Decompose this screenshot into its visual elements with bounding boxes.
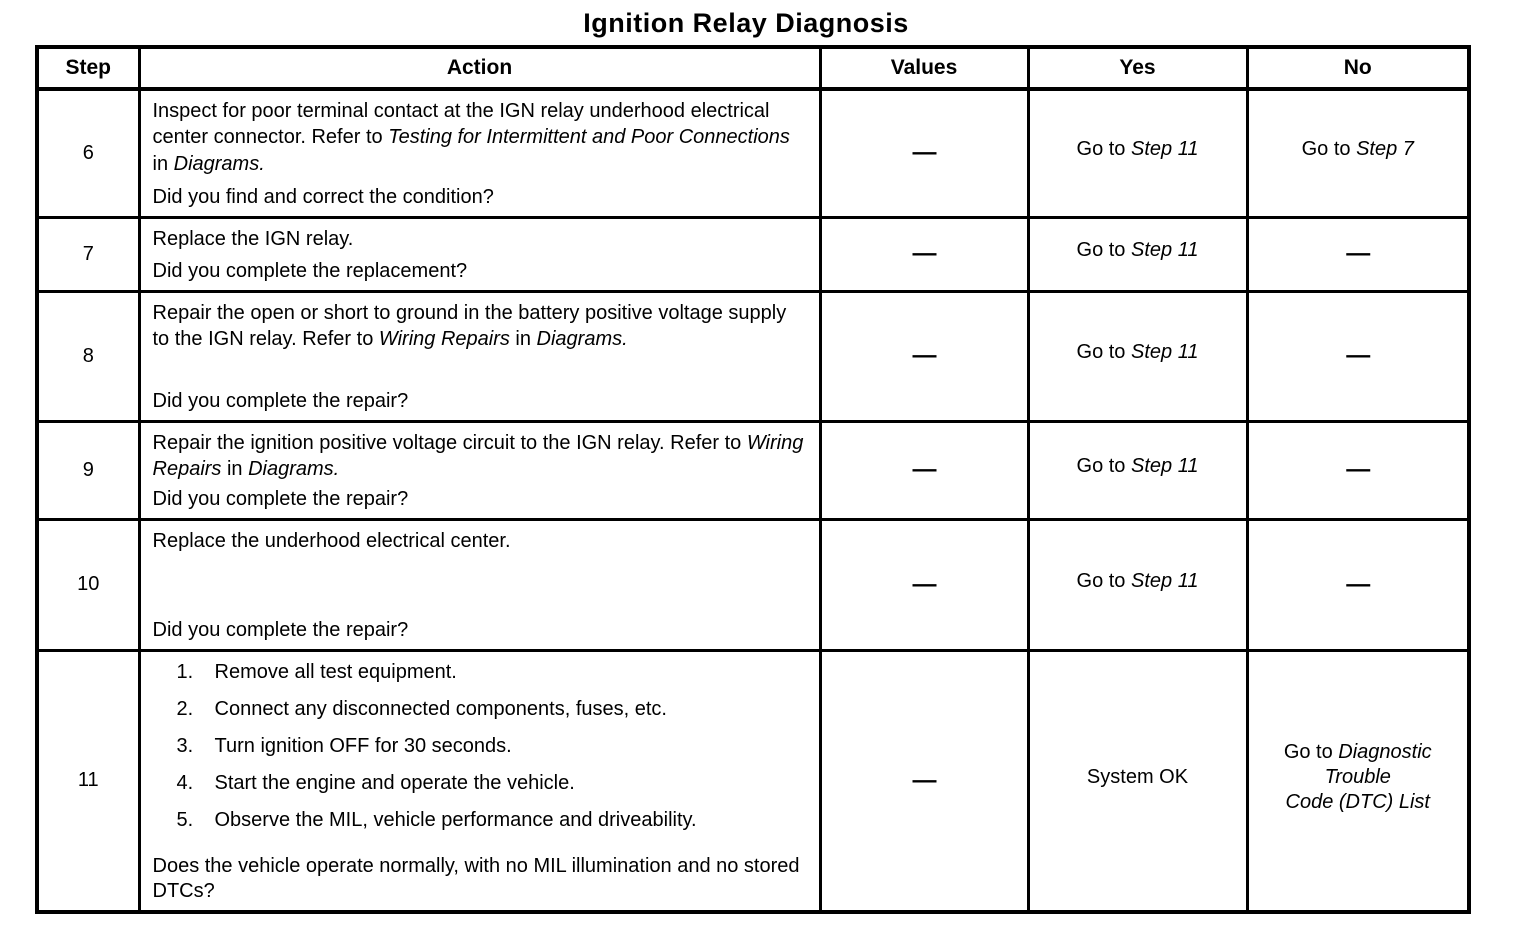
action-content: [141, 219, 819, 290]
action-paragraph: [153, 528, 807, 554]
action-cell: [139, 519, 820, 650]
dash-placeholder: [828, 240, 1021, 268]
values-cell: [820, 217, 1028, 291]
text-segment: in: [221, 457, 249, 480]
table-row: [37, 89, 1469, 217]
yes-cell: [1028, 650, 1247, 912]
table-row: [37, 421, 1469, 519]
list-item-text: Turn ignition OFF for 30 seconds.: [214, 734, 512, 757]
action-content: [141, 91, 819, 216]
action-cell: [139, 650, 820, 912]
yes-cell: [1028, 421, 1247, 519]
step-number-cell: 7: [37, 217, 139, 291]
text-segment: —: [1346, 456, 1370, 483]
action-content: [141, 652, 819, 911]
list-item: [177, 659, 807, 685]
text-segment: Step 11: [1131, 239, 1199, 261]
column-header-action: Action: [139, 47, 820, 89]
action-body: [153, 300, 807, 353]
values-cell: [820, 421, 1028, 519]
text-segment: in: [509, 327, 537, 350]
text-segment: Go to: [1076, 569, 1131, 592]
action-question: Did you complete the repair?: [152, 487, 409, 510]
table-header-row: [37, 47, 1469, 89]
text-segment: Step 11: [1131, 341, 1199, 363]
text-segment: Diagnostic: [1338, 740, 1432, 763]
text-segment: Replace the IGN relay.: [152, 227, 354, 250]
cell-line: [1036, 569, 1240, 594]
list-item: [177, 696, 807, 722]
cell-lines: [1249, 456, 1468, 484]
values-cell: [820, 89, 1028, 217]
text-segment: Go to: [1301, 138, 1357, 161]
table-row: [37, 291, 1469, 421]
action-body: [153, 98, 807, 177]
action-cell: [139, 217, 820, 291]
yes-cell: [1028, 519, 1247, 650]
column-header-values: Values: [820, 47, 1028, 89]
action-paragraph: [153, 430, 807, 483]
cell-line: [1255, 137, 1462, 162]
text-segment: Replace the underhood electrical center.: [152, 529, 511, 552]
column-header-yes: Yes: [1028, 47, 1247, 89]
cell-lines: [1030, 454, 1246, 486]
step-number-cell: 11: [37, 650, 139, 912]
cell-lines: [822, 139, 1027, 167]
action-content: [141, 423, 819, 518]
cell-line: [1255, 765, 1462, 790]
action-cell: [139, 89, 820, 217]
text-segment: Diagrams.: [173, 152, 265, 175]
cell-line: [1036, 137, 1240, 162]
table-row: [37, 217, 1469, 291]
dash-placeholder: [828, 571, 1021, 599]
page-title: Ignition Relay Diagnosis: [583, 8, 909, 38]
text-segment: Step 11: [1131, 455, 1199, 477]
cell-lines: [822, 456, 1027, 484]
no-cell: [1247, 519, 1469, 650]
action-paragraph: [153, 98, 807, 177]
action-question: Did you complete the repair?: [152, 389, 409, 412]
cell-lines: [1249, 240, 1468, 268]
text-segment: Repair the open or short to ground in the battery positive voltage supply to the IGN relay. Refer to: [152, 301, 787, 350]
cell-lines: [1030, 238, 1246, 270]
no-cell: [1247, 291, 1469, 421]
cell-lines: [1030, 340, 1246, 372]
yes-cell: [1028, 291, 1247, 421]
no-cell: [1247, 650, 1469, 912]
step-number-cell: 9: [37, 421, 139, 519]
step-number-cell: 6: [37, 89, 139, 217]
text-segment: —: [912, 766, 936, 794]
text-segment: Repair the ignition positive voltage circuit to the IGN relay. Refer to: [152, 431, 747, 454]
dash-placeholder: [1255, 571, 1462, 599]
text-segment: —: [912, 139, 936, 167]
cell-lines: [822, 342, 1027, 370]
list-item: [177, 733, 807, 759]
text-segment: Go to: [1076, 138, 1131, 161]
list-item-text: Start the engine and operate the vehicle.: [214, 771, 575, 794]
text-segment: Step 11: [1131, 569, 1199, 592]
text-segment: Step 11: [1131, 138, 1199, 161]
list-item-text: Observe the MIL, vehicle performance and driveability.: [214, 808, 697, 831]
cell-lines: [1030, 765, 1246, 797]
yes-cell: [1028, 217, 1247, 291]
action-numbered-list: [153, 659, 807, 833]
list-item-number: 1.: [176, 660, 194, 683]
text-segment: System OK: [1086, 765, 1189, 788]
cell-line: [1255, 740, 1462, 765]
action-cell: [139, 291, 820, 421]
dash-placeholder: [1255, 342, 1462, 370]
text-segment: Go to: [1076, 455, 1131, 477]
dash-placeholder: [828, 456, 1021, 484]
dash-placeholder: [828, 139, 1021, 167]
values-cell: [820, 650, 1028, 912]
dash-placeholder: [1255, 240, 1462, 268]
table-row: [37, 650, 1469, 912]
text-segment: Go to: [1283, 740, 1339, 763]
action-cell: [139, 421, 820, 519]
text-segment: —: [1346, 570, 1370, 598]
list-item-number: 4.: [176, 771, 194, 794]
dash-placeholder: [1255, 456, 1462, 484]
text-segment: Diagrams.: [248, 457, 340, 480]
action-paragraph: [153, 226, 807, 252]
values-cell: [820, 291, 1028, 421]
text-segment: Wiring Repairs: [152, 431, 804, 480]
text-segment: Testing for Intermittent and Poor Connections: [388, 126, 790, 149]
column-header-no: No: [1247, 47, 1469, 89]
cell-lines: [1030, 137, 1246, 169]
action-question: Did you complete the replacement?: [152, 259, 468, 282]
text-segment: Go to: [1076, 239, 1131, 261]
cell-lines: [1249, 342, 1468, 370]
action-body: [153, 226, 807, 252]
list-item-number: 3.: [176, 734, 194, 757]
text-segment: in: [152, 152, 174, 175]
cell-line: [1036, 454, 1240, 479]
cell-lines: [822, 767, 1027, 795]
no-cell: [1247, 89, 1469, 217]
text-segment: —: [912, 342, 936, 369]
column-header-step: Step: [37, 47, 139, 89]
list-item: [177, 770, 807, 796]
diagnosis-table: [35, 45, 1471, 914]
action-content: [141, 293, 819, 420]
text-segment: Wiring Repairs: [378, 327, 510, 350]
cell-line: [1036, 765, 1240, 790]
list-item: [177, 807, 807, 833]
text-segment: —: [912, 456, 936, 483]
action-body: [153, 659, 807, 833]
text-segment: —: [912, 240, 936, 267]
text-segment: Go to: [1076, 341, 1131, 363]
no-cell: [1247, 217, 1469, 291]
text-segment: Step 7: [1356, 138, 1414, 161]
list-item-text: Remove all test equipment.: [214, 660, 457, 683]
list-item-number: 5.: [176, 808, 194, 831]
cell-lines: [822, 571, 1027, 599]
step-number-cell: 8: [37, 291, 139, 421]
text-segment: Code (DTC) List: [1285, 790, 1430, 813]
text-segment: Diagrams.: [536, 327, 628, 350]
list-item-number: 2.: [176, 697, 194, 720]
dash-placeholder: [828, 767, 1021, 795]
action-question: Does the vehicle operate normally, with no MIL illumination and no stored DTCs?: [152, 854, 800, 903]
cell-line: [1036, 238, 1240, 263]
dash-placeholder: [828, 342, 1021, 370]
step-number-cell: 10: [37, 519, 139, 650]
text-segment: Trouble: [1324, 765, 1391, 788]
values-cell: [820, 519, 1028, 650]
action-body: [153, 528, 807, 554]
action-content: [141, 521, 819, 649]
cell-line: [1255, 790, 1462, 815]
cell-lines: [822, 240, 1027, 268]
cell-lines: [1249, 571, 1468, 599]
cell-lines: [1249, 137, 1468, 169]
text-segment: —: [912, 570, 936, 598]
cell-line: [1036, 340, 1240, 365]
text-segment: —: [1346, 342, 1370, 369]
table-row: [37, 519, 1469, 650]
action-question: Did you complete the repair?: [152, 618, 409, 641]
text-segment: Inspect for poor terminal contact at the IGN relay underhood electrical center connector. Refer to: [152, 100, 770, 149]
cell-lines: [1030, 569, 1246, 601]
cell-lines: [1249, 740, 1468, 822]
text-segment: —: [1346, 240, 1370, 267]
action-body: [153, 430, 807, 483]
no-cell: [1247, 421, 1469, 519]
action-paragraph: [153, 300, 807, 353]
action-question: Did you find and correct the condition?: [152, 185, 494, 208]
list-item-text: Connect any disconnected components, fuses, etc.: [214, 697, 667, 720]
yes-cell: [1028, 89, 1247, 217]
